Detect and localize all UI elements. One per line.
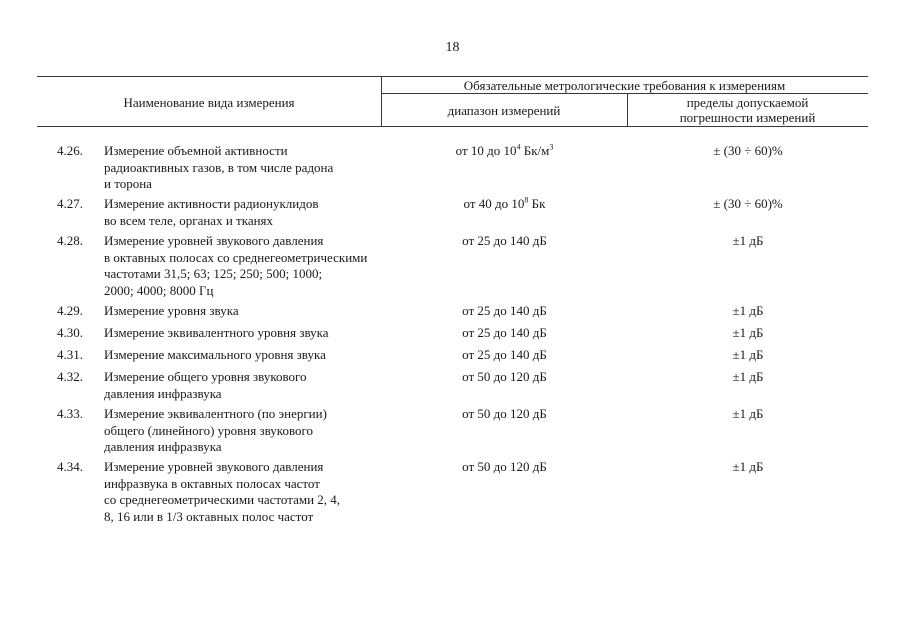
row-range: от 40 до $10^8$ Бк [463,195,546,211]
row-number: 4.31. [57,347,83,362]
row-measurement-name-line: общего (линейного) уровня звукового [104,422,314,438]
row-measurement-name-line: Измерение максимального уровня звука [104,347,326,362]
row-number: 4.32. [57,369,83,384]
row-measurement-name [104,369,389,402]
row-measurement-name-line: давления инфразвука [104,439,222,454]
page-number: 18 [445,40,460,55]
row-measurement-name-line: в октавных полосах со среднегеометрическими [104,249,368,265]
header-bottom-rule [37,126,868,127]
row-error-limit: ± (30 ÷ 60)% [713,143,783,158]
row-error-limit: ±1 дБ [732,406,764,421]
row-error-limit: ±1 дБ [732,325,764,340]
row-range: от 50 до 120 дБ [462,406,547,421]
row-measurement-name-line: со среднегеометрическими частотами 2, 4, [104,492,341,507]
row-measurement-name-line: частотами 31,5; 63; 125; 250; 500; 1000; [104,266,323,281]
row-number: 4.27. [57,196,83,211]
row-measurement-name [104,347,389,364]
row-measurement-name-line: Измерение уровней звукового давления [104,459,324,474]
row-measurement-name-line: Измерение активности радионуклидов [104,196,319,211]
row-number: 4.26. [57,143,83,158]
row-measurement-name-line: давления инфразвука [104,385,222,401]
row-measurement-name-line: 2000; 4000; 8000 Гц [104,282,214,298]
row-error-limit: ±1 дБ [732,369,764,384]
row-measurement-name-line: Измерение уровня звука [104,303,239,318]
row-range: от 50 до 120 дБ [462,369,547,384]
row-range: от 25 до 140 дБ [462,325,547,340]
row-measurement-name [104,303,389,320]
row-measurement-name-line: во всем теле, органах и тканях [104,212,274,228]
row-number: 4.28. [57,233,83,248]
header-range-column: диапазон измерений [447,103,561,118]
row-measurement-name-line: Измерение эквивалентного уровня звука [104,325,329,340]
header-error-line2: погрешности измерений [679,110,816,125]
header-name-column: Наименование вида измерения [123,95,295,110]
row-measurement-name [104,196,389,229]
row-number: 4.29. [57,303,83,318]
row-range: от 10 до $10^4$ $Бк/м^3$ [455,142,554,158]
row-range: от 25 до 140 дБ [462,347,547,362]
row-number: 4.30. [57,325,83,340]
row-number: 4.33. [57,406,83,421]
table-top-rule [37,76,868,77]
row-number: 4.34. [57,459,83,474]
row-measurement-name-line: Измерение эквивалентного (по энергии) [104,406,327,421]
row-measurement-name [104,233,389,299]
row-measurement-name-line: Измерение уровней звукового давления [104,233,324,248]
row-error-limit: ± (30 ÷ 60)% [713,196,783,211]
row-range: от 50 до 120 дБ [462,459,547,474]
row-error-limit: ±1 дБ [732,459,764,474]
row-error-limit: ±1 дБ [732,347,764,362]
header-error-column [627,95,868,125]
row-range: от 25 до 140 дБ [462,233,547,248]
header-error-line1: пределы допускаемой [686,95,809,110]
row-measurement-name-line: инфразвука в октавных полосах частот [104,475,320,491]
row-measurement-name-line: Измерение общего уровня звукового [104,369,307,384]
row-measurement-name [104,325,389,342]
row-measurement-name [104,406,389,456]
row-range: от 25 до 140 дБ [462,303,547,318]
group-header-rule [381,93,868,94]
row-error-limit: ±1 дБ [732,233,764,248]
row-measurement-name-line: Измерение объемной активности [104,143,288,158]
row-measurement-name-line: и торона [104,176,152,191]
header-group: Обязательные метрологические требования к измерениям [463,78,786,93]
row-error-limit: ±1 дБ [732,303,764,318]
row-measurement-name [104,459,389,525]
row-measurement-name [104,143,389,193]
row-measurement-name-line: 8, 16 или в 1/3 октавных полос частот [104,508,314,524]
row-measurement-name-line: радиоактивных газов, в том числе радона [104,159,334,175]
